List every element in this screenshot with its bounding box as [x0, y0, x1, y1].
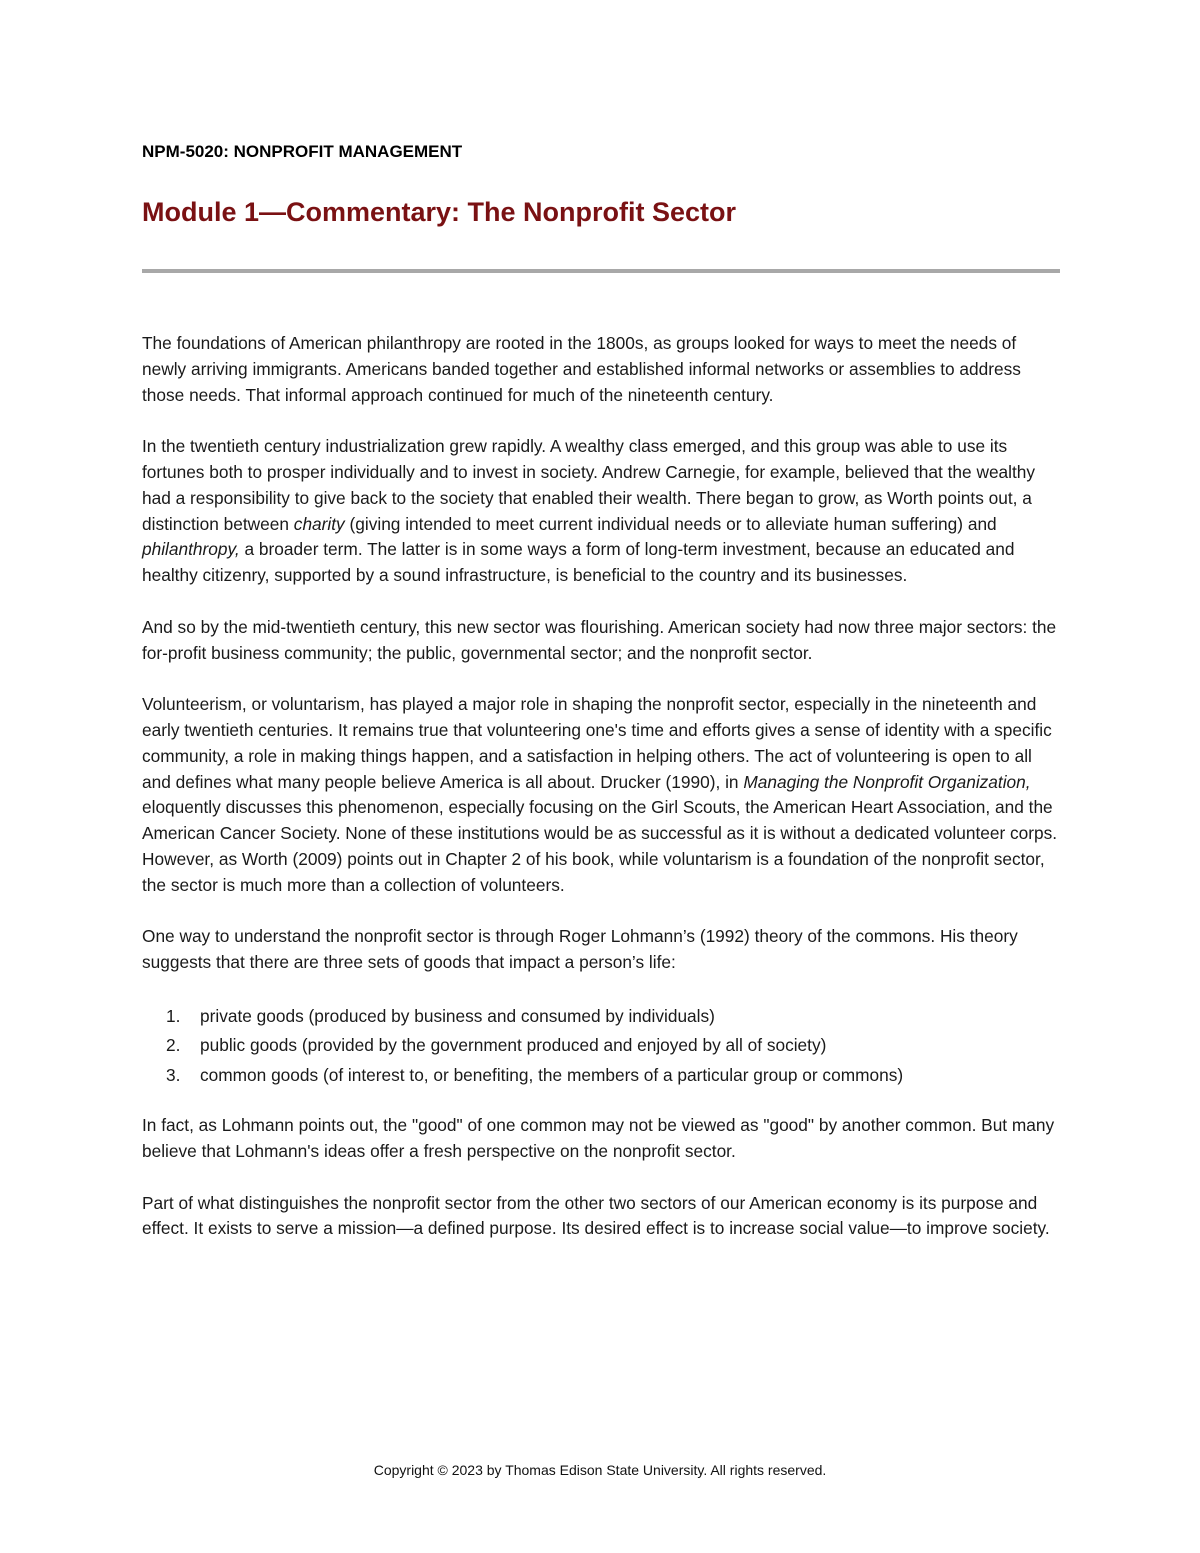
paragraph-lohmann: In fact, as Lohmann points out, the "good" of one common may not be viewed as "good" by another common. But many believe that Lohmann's ideas offer a fresh perspective on the nonprofit sector.: [142, 1115, 1055, 1162]
horizontal-divider: [142, 269, 1060, 273]
emphasis-book-title: Managing the Nonprofit Organization,: [743, 771, 1031, 792]
course-code-heading: NPM-5020: NONPROFIT MANAGEMENT: [142, 142, 463, 161]
emphasis-charity: charity: [293, 513, 345, 534]
commentary-body: [142, 331, 1060, 1242]
list-item-text: common goods (of interest to, or benefiting, the members of a particular group or commons): [200, 1064, 904, 1085]
copyright-footer: Copyright © 2023 by Thomas Edison State University. All rights reserved.: [373, 1462, 827, 1478]
paragraph-commons-theory: One way to understand the nonprofit sector is through Roger Lohmann’s (1992) theory of the commons. His theory suggests that there are three sets of goods that impact a person’s life:: [142, 926, 1018, 973]
list-item: [142, 1061, 1060, 1091]
paragraph-text: eloquently discusses this phenomenon, especially focusing on the Girl Scouts, the American Heart Association, and the American Cancer Society. None of these institutions would be as successful as it is without a dedicated volunteer corps. However, as Worth (2009) points out in Chapter 2 of his book, while voluntarism is a foundation of the nonprofit sector, the sector is much more than a collection of volunteers.: [142, 797, 1058, 895]
paragraph-text: a broader term. The latter is in some ways a form of long-term investment, because an educated and healthy citizenry, supported by a sound infrastructure, is beneficial to the country and its businesses.: [142, 539, 1015, 586]
paragraph-text: Volunteerism, or voluntarism, has played a major role in shaping the nonprofit sector, especially in the nineteenth and early twentieth centuries. It remains true that volunteering one's time and efforts gives a sense of identity with a specific community, a role in making things happen, and a satisfaction in helping others. The act of volunteering is open to all and defines what many people believe America is all about. Drucker (1990), in: [142, 694, 1052, 792]
list-item-text: private goods (produced by business and consumed by individuals): [200, 1005, 715, 1026]
list-item: [142, 1031, 1060, 1061]
list-item: [142, 1002, 1060, 1032]
paragraph-twentieth-century: [142, 434, 1060, 589]
paragraph-mid-century: And so by the mid-twentieth century, this new sector was flourishing. American society had now three major sectors: the for-profit business community; the public, governmental sector; and the nonprofit sector.: [142, 616, 1057, 663]
list-number: 3.: [166, 1064, 181, 1085]
paragraph-volunteerism: [142, 692, 1060, 898]
paragraph-foundations: The foundations of American philanthropy are rooted in the 1800s, as groups looked for ways to meet the needs of newly arriving immigrants. Americans banded together and established informal networks or assemblies to address those needs. That informal approach continued for much of the nineteenth century.: [142, 333, 1021, 405]
page-title: Module 1—Commentary: The Nonprofit Sector: [142, 197, 737, 227]
list-number: 1.: [166, 1005, 181, 1026]
list-item-text: public goods (provided by the government produced and enjoyed by all of society): [200, 1035, 827, 1056]
paragraph-text: (giving intended to meet current individual needs or to alleviate human suffering) and: [344, 513, 997, 534]
goods-list: [142, 1002, 1060, 1091]
paragraph-purpose: Part of what distinguishes the nonprofit sector from the other two sectors of our American economy is its purpose and effect. It exists to serve a mission—a defined purpose. Its desired effect is to increase social value—to improve society.: [142, 1192, 1050, 1239]
list-number: 2.: [166, 1035, 181, 1056]
emphasis-philanthropy: philanthropy,: [142, 539, 240, 560]
document-page: [142, 140, 1060, 1268]
paragraph-text: In the twentieth century industrialization grew rapidly. A wealthy class emerged, and this group was able to use its fortunes both to prosper individually and to invest in society. Andrew Carnegie, for example, believed that the wealthy had a responsibility to give back to the society that enabled their wealth. There began to grow, as Worth points out, a distinction between: [142, 436, 1036, 534]
